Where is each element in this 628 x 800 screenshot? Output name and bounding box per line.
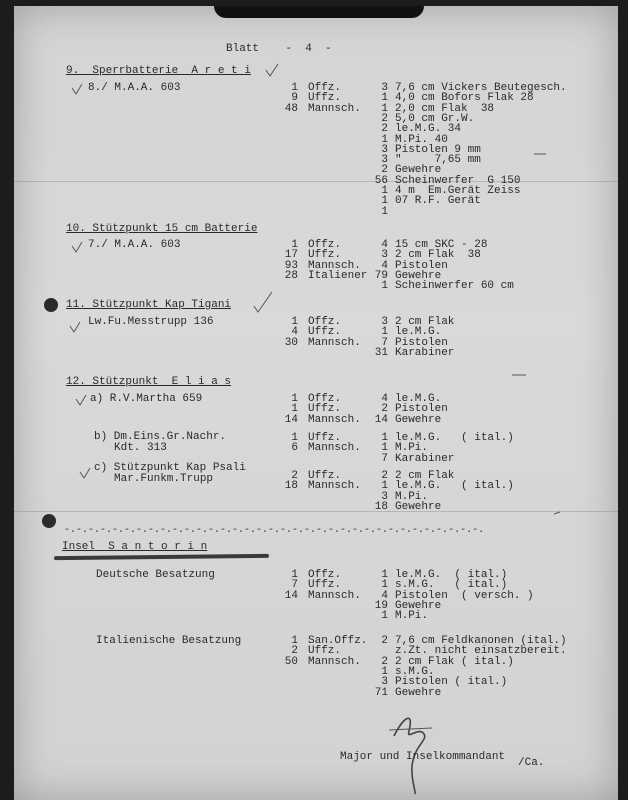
equipment-count: 3 — [381, 154, 388, 167]
equipment-count: 79 — [374, 269, 388, 282]
personnel-rank: Mannsch. — [308, 442, 361, 455]
personnel-rank: Uffz. — [308, 92, 342, 105]
personnel-count: 9 — [291, 92, 298, 105]
equipment-count: 31 — [374, 346, 388, 359]
personnel-rank: Offz. — [308, 569, 342, 581]
personnel-rank: Mannsch. — [308, 102, 361, 115]
equipment-count: 3 — [381, 676, 388, 689]
personnel-rank: Uffz. — [308, 432, 342, 444]
equipment-count: 1 — [381, 480, 388, 493]
personnel-count: 48 — [284, 102, 298, 115]
equipment-count: 7 — [381, 452, 388, 465]
page-number: Blatt - 4 - — [226, 43, 332, 55]
equipment-count: 56 — [374, 174, 388, 187]
personnel-count: 28 — [284, 269, 298, 282]
equipment-count: 18 — [374, 500, 388, 513]
section-title: 10. Stützpunkt 15 cm Batterie — [66, 223, 258, 235]
equipment-count: 3 — [381, 490, 388, 503]
equipment-count: 2 — [381, 655, 388, 668]
equipment-item: Pistolen ( versch. ) — [395, 589, 534, 602]
personnel-count: 6 — [291, 442, 298, 455]
section-title: Insel S a n t o r i n — [62, 541, 208, 553]
personnel-rank: Mannsch. — [308, 413, 361, 426]
personnel-count: 4 — [291, 326, 298, 339]
equipment-count: 1 — [381, 665, 388, 678]
personnel-count: 17 — [284, 249, 298, 262]
check-marks — [14, 6, 618, 800]
personnel-count: 1 — [291, 403, 298, 416]
personnel-count: 30 — [284, 336, 298, 349]
equipment-item: Gewehre — [395, 269, 442, 282]
equipment-count: 3 — [381, 82, 388, 94]
crew-label: Italienische Besatzung — [96, 635, 242, 647]
personnel-count: 14 — [284, 589, 298, 602]
personnel-count: 1 — [291, 393, 298, 405]
personnel-count: 18 — [284, 480, 298, 493]
equipment-item: Scheinwerfer G 150 — [395, 174, 521, 187]
equipment-count: 4 — [381, 259, 388, 272]
equipment-count: 1 — [381, 205, 388, 218]
equipment-item: Gewehre — [395, 500, 442, 513]
equipment-count: 3 — [381, 316, 388, 328]
equipment-count: 4 — [381, 393, 388, 405]
personnel-rank: Uffz. — [308, 403, 342, 416]
equipment-item: le.M.G. 34 — [395, 123, 462, 136]
equipment-item: Gewehre — [395, 413, 442, 426]
equipment-count: 1 — [381, 569, 388, 581]
equipment-item: 2 cm Flak — [395, 316, 455, 328]
equipment-item: 4 m Em.Gerät Zeiss — [395, 185, 521, 197]
equipment-item: Karabiner — [395, 452, 455, 465]
personnel-count: 1 — [291, 82, 298, 94]
equipment-count: 1 — [381, 610, 388, 623]
personnel-rank: Uffz. — [308, 645, 342, 658]
crew-label: Deutsche Besatzung — [96, 569, 215, 581]
equipment-item: s.M.G. ( ital.) — [395, 579, 508, 592]
unit-name: a) R.V.Martha 659 — [90, 393, 203, 405]
personnel-count: 1 — [291, 635, 298, 647]
personnel-count: 1 — [291, 239, 298, 251]
personnel-count: 50 — [284, 655, 298, 668]
equipment-item: 07 R.F. Gerät — [395, 195, 481, 208]
personnel-rank: Offz. — [308, 239, 342, 251]
equipment-item: Pistolen — [395, 259, 448, 272]
equipment-item: le.M.G. — [395, 326, 442, 339]
equipment-item: 2 cm Flak 38 — [395, 249, 481, 262]
unit-name: Mar.Funkm.Trupp — [114, 473, 214, 485]
equipment-count: 2 — [381, 164, 388, 177]
equipment-item: z.Zt. nicht einsatzbereit. — [395, 645, 567, 658]
document-page — [14, 6, 618, 800]
personnel-rank: Offz. — [308, 82, 342, 94]
equipment-item: M.Pi. — [395, 442, 429, 455]
personnel-rank: Mannsch. — [308, 480, 361, 493]
separator-line: -.-.-.-.-.-.-.-.-.-.-.-.-.-.-.-.-.-.-.-.-.-.-.-.-.-.-.-.-.-.-.-.-.-.-. — [64, 525, 485, 536]
equipment-count: 7 — [381, 336, 388, 349]
equipment-item: Gewehre — [395, 686, 442, 699]
equipment-count: 2 — [381, 112, 388, 125]
equipment-count: 71 — [374, 686, 388, 699]
equipment-item: le.M.G. ( ital.) — [395, 480, 514, 493]
equipment-item: Gewehre — [395, 164, 442, 177]
equipment-count: 1 — [381, 326, 388, 339]
equipment-item: Gewehre — [395, 599, 442, 612]
personnel-rank: Offz. — [308, 316, 342, 328]
unit-name: b) Dm.Eins.Gr.Nachr. — [94, 431, 227, 443]
equipment-item: le.M.G. ( ital.) — [395, 432, 514, 444]
personnel-rank: Uffz. — [308, 470, 342, 482]
unit-name: 8./ M.A.A. 603 — [88, 82, 181, 94]
personnel-rank: Mannsch. — [308, 336, 361, 349]
equipment-count: 2 — [381, 403, 388, 416]
equipment-count: 1 — [381, 280, 388, 293]
equipment-count: 1 — [381, 133, 388, 146]
equipment-item: Pistolen ( ital.) — [395, 676, 508, 689]
personnel-count: 14 — [284, 413, 298, 426]
equipment-item: le.M.G. ( ital.) — [395, 569, 508, 581]
personnel-rank: Mannsch. — [308, 259, 361, 272]
equipment-item: 4,0 cm Bofors Flak 28 — [395, 92, 534, 105]
personnel-rank: Uffz. — [308, 579, 342, 592]
section-title: 11. Stützpunkt Kap Tigani — [66, 299, 232, 311]
equipment-item: Scheinwerfer 60 cm — [395, 280, 514, 293]
equipment-count: 14 — [374, 413, 388, 426]
equipment-item: 15 cm SKC - 28 — [395, 239, 488, 251]
equipment-count: 3 — [381, 249, 388, 262]
equipment-count: 2 — [381, 123, 388, 136]
personnel-count: 2 — [291, 645, 298, 658]
equipment-item: " 7,65 mm — [395, 154, 481, 167]
equipment-count: 2 — [381, 635, 388, 647]
equipment-count: 1 — [381, 102, 388, 115]
unit-name: c) Stützpunkt Kap Psali — [94, 462, 246, 474]
personnel-rank: San.Offz. — [308, 635, 368, 647]
personnel-rank: Mannsch. — [308, 655, 361, 668]
equipment-item: M.Pi. — [395, 490, 429, 503]
section-title: 9. Sperrbatterie A r e t i — [66, 65, 251, 77]
equipment-count: 1 — [381, 195, 388, 208]
equipment-count: 1 — [381, 185, 388, 197]
equipment-count: 1 — [381, 92, 388, 105]
signature-suffix: /Ca. — [518, 757, 545, 769]
equipment-count: 1 — [381, 442, 388, 455]
personnel-count: 1 — [291, 316, 298, 328]
equipment-item: Karabiner — [395, 346, 455, 359]
personnel-rank: Uffz. — [308, 249, 342, 262]
unit-name: 7./ M.A.A. 603 — [88, 239, 181, 251]
equipment-item: s.M.G. — [395, 665, 435, 678]
equipment-count: 2 — [381, 470, 388, 482]
equipment-count: 3 — [381, 143, 388, 156]
equipment-item: 7,6 cm Vickers Beutegesch. — [395, 82, 567, 94]
personnel-rank: Uffz. — [308, 326, 342, 339]
equipment-item: M.Pi. 40 — [395, 133, 448, 146]
personnel-rank: Mannsch. — [308, 589, 361, 602]
personnel-count: 7 — [291, 579, 298, 592]
personnel-count: 1 — [291, 432, 298, 444]
equipment-item: le.M.G. — [395, 393, 442, 405]
signature-line: Major und Inselkommandant — [340, 751, 506, 763]
equipment-count: 1 — [381, 432, 388, 444]
equipment-item: Pistolen — [395, 336, 448, 349]
equipment-count: 4 — [381, 589, 388, 602]
personnel-count: 2 — [291, 470, 298, 482]
equipment-count: 19 — [374, 599, 388, 612]
equipment-item: 2 cm Flak ( ital.) — [395, 655, 514, 668]
personnel-rank: Italiener — [308, 269, 368, 282]
equipment-item: Pistolen — [395, 403, 448, 416]
equipment-item: M.Pi. — [395, 610, 429, 623]
equipment-item: 5,0 cm Gr.W. — [395, 112, 475, 125]
equipment-item: 2,0 cm Flak 38 — [395, 102, 495, 115]
personnel-rank: Offz. — [308, 393, 342, 405]
equipment-count: 4 — [381, 239, 388, 251]
personnel-count: 1 — [291, 569, 298, 581]
equipment-item: 7,6 cm Feldkanonen (ital.) — [395, 635, 567, 647]
personnel-count: 93 — [284, 259, 298, 272]
section-title: 12. Stützpunkt E l i a s — [66, 376, 232, 388]
unit-name: Kdt. 313 — [114, 442, 167, 454]
equipment-count: 1 — [381, 579, 388, 592]
equipment-item: 2 cm Flak — [395, 470, 455, 482]
unit-name: Lw.Fu.Messtrupp 136 — [88, 316, 214, 328]
equipment-item: Pistolen 9 mm — [395, 143, 481, 156]
